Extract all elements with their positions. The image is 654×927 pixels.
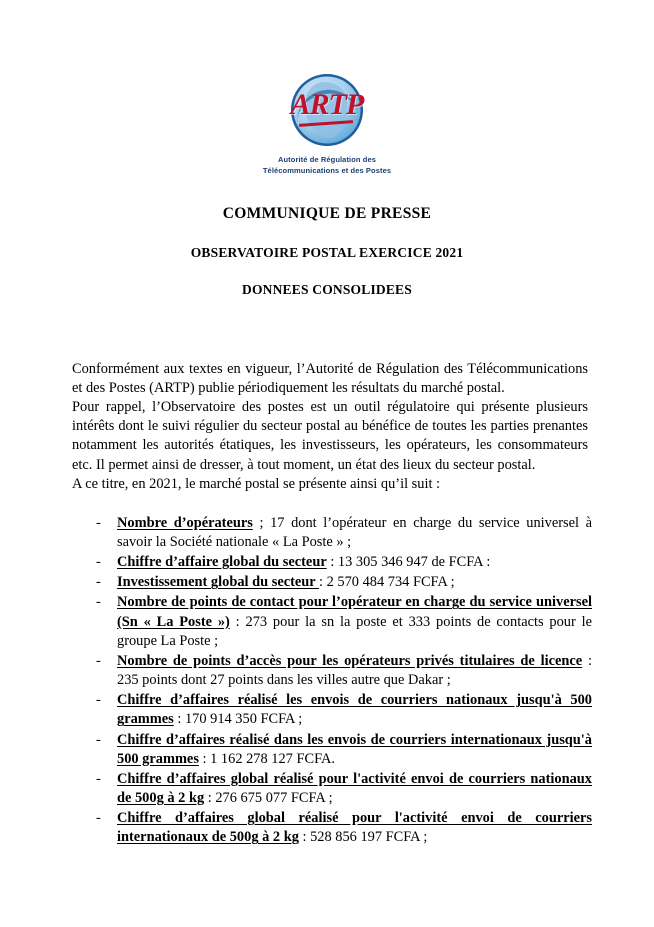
list-item <box>96 593 592 650</box>
logo-caption <box>263 155 391 177</box>
bullet-dash-marker: - <box>96 652 101 669</box>
document-body <box>0 360 654 494</box>
paragraph: A ce titre, en 2021, le marché postal se présente ainsi qu’il suit : <box>72 475 441 492</box>
artp-logo <box>0 0 654 177</box>
list-item-value: : 273 pour la sn la poste et 333 points de contacts pour le groupe La Poste ; <box>117 613 593 649</box>
logo-globe-icon <box>285 74 369 150</box>
document-subtitle-secondary: DONNEES CONSOLIDEES <box>242 281 412 297</box>
list-item-value: : 2 570 484 734 FCFA ; <box>319 574 455 591</box>
bullet-dash-marker: - <box>96 514 101 531</box>
list-item-label: Chiffre d’affaires réalisé dans les envois de courriers internationaux jusqu'à 500 grammes <box>117 731 592 767</box>
list-item <box>96 731 592 769</box>
list-item <box>96 691 592 729</box>
list-item <box>96 514 592 552</box>
list-item <box>96 652 592 690</box>
bullet-dash-marker: - <box>96 574 101 591</box>
paragraph: Conformément aux textes en vigueur, l’Autorité de Régulation des Télécommunications et des Postes (ARTP) publie périodiquement les résultats du marché postal. <box>72 360 588 396</box>
list-item-value: : 235 points dont 27 points dans les villes autre que Dakar ; <box>117 652 592 689</box>
list-item-value: ; 17 dont l’opérateur en charge du service universel à savoir la Société nationale « La Poste » ; <box>117 514 592 550</box>
list-item-label: Nombre de points d’accès pour les opérateurs privés titulaires de licence <box>117 652 583 669</box>
list-item-value: : 170 914 350 FCFA ; <box>173 711 303 728</box>
logo-wordmark: ARTP <box>290 88 364 121</box>
bullet-dash-marker: - <box>96 810 101 827</box>
bullet-dash-marker: - <box>96 692 101 709</box>
list-item-value: : 13 305 346 947 de FCFA : <box>326 554 491 571</box>
list-item-value: : 528 856 197 FCFA ; <box>298 829 428 846</box>
logo-caption-line-2: Télécommunications et des Postes <box>262 165 392 175</box>
document-headings <box>0 205 654 298</box>
bullet-dash-marker: - <box>96 731 101 748</box>
logo-caption-line-1: Autorité de Régulation des <box>277 155 377 164</box>
list-item-label: Investissement global du secteur <box>117 574 320 591</box>
list-item-value: : 276 675 077 FCFA ; <box>204 790 333 807</box>
list-item-label: Nombre d’opérateurs <box>117 514 253 531</box>
bullet-dash-marker: - <box>96 594 101 611</box>
list-item-label: Chiffre d’affaires global réalisé pour l'activité envoi de courriers internationaux de 500g à 2 kg <box>117 810 592 846</box>
list-item <box>96 809 592 847</box>
key-figures-list <box>0 514 654 848</box>
list-item-label: Chiffre d’affaires réalisé les envois de courriers nationaux jusqu'à 500 grammes <box>117 692 592 728</box>
paragraph: Pour rappel, l’Observatoire des postes est un outil régulatoire qui présente plusieurs intérêts dont le suivi régulier du secteur postal au bénéfice de toutes les parties prenantes notamment les autorités étatiques, les investisseurs, les opérateurs, les consommateurs etc. Il permet ainsi de dresser, à tout moment, un état des lieux du secteur postal. <box>72 399 588 473</box>
list-item <box>96 573 592 592</box>
list-item-label: Chiffre d’affaire global du secteur <box>117 554 327 571</box>
list-item-label: Nombre de points de contact pour l’opérateur en charge du service universel (Sn « La Poste ») <box>117 594 592 630</box>
bullet-dash-marker: - <box>96 554 101 571</box>
page-title: COMMUNIQUE DE PRESSE <box>222 204 432 222</box>
list-item-label: Chiffre d’affaires global réalisé pour l'activité envoi de courriers nationaux de 500g à 2 kg <box>117 770 592 807</box>
list-item <box>96 770 592 808</box>
bullet-dash-marker: - <box>96 770 101 787</box>
list-item <box>96 553 592 572</box>
document-subtitle: OBSERVATOIRE POSTAL EXERCICE 2021 <box>190 244 464 260</box>
list-item-value: : 1 162 278 127 FCFA. <box>198 750 336 767</box>
